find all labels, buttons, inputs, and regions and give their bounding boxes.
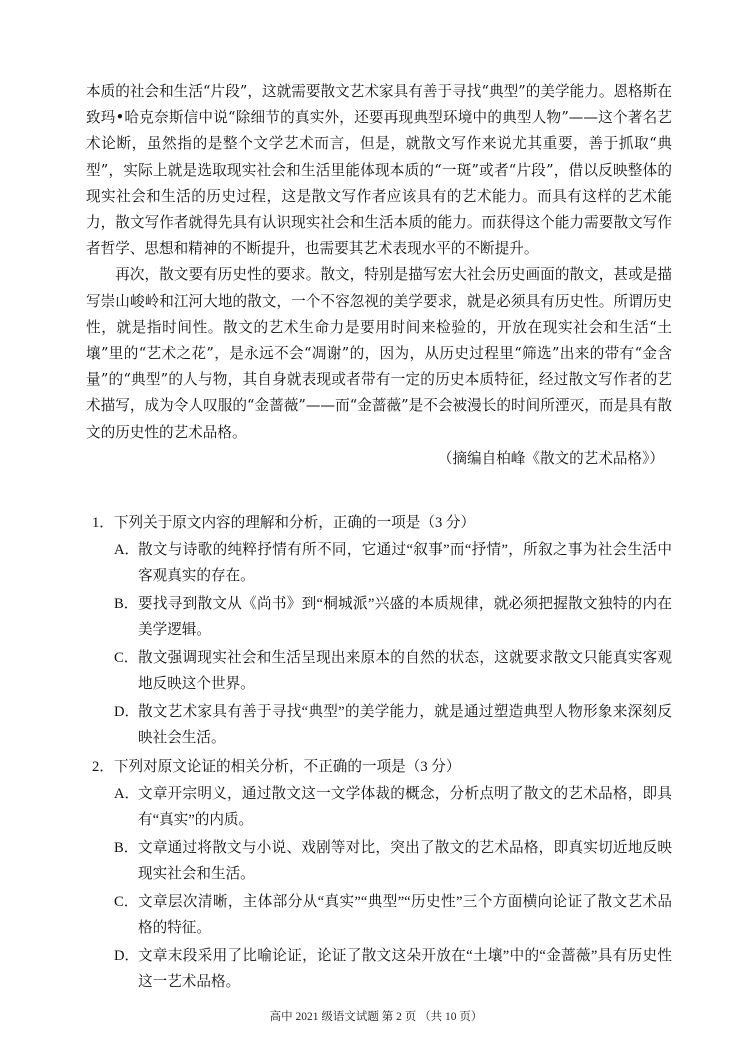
option-text: 文章末段采用了比喻论证，论证了散文这朵开放在“土壤”中的“金蔷薇”具有历史性这一艺术品格。 bbox=[138, 947, 672, 990]
passage-paragraph-1: 本质的社会和生活“片段”，这就需要散文艺术家具有善于寻找“典型”的美学能力。恩格斯在致玛•哈克奈斯信中说“除细节的真实外，还要再现典型环境中的典型人物”——这个著名艺术论断，虽然指的是整个文学艺术而言，但是，就散文写作来说尤其重要，善于抓取“典型”，实际上就是选取现实社会和生活里能体现本质的“一斑”或者“片段”，借以反映整体的现实社会和生活的历史过程，这是散文写作者应该具有的艺术能力。而具有这样的艺术能力，散文写作者就得先具有认识现实社会和生活本质的能力。而获得这个能力需要散文写作者哲学、思想和精神的不断提升，也需要其艺术表现水平的不断提升。 bbox=[86, 83, 672, 258]
reading-passage bbox=[86, 79, 672, 472]
passage-source: （摘编自柏峰《散文的艺术品格》） bbox=[437, 449, 664, 467]
option-b bbox=[114, 591, 672, 644]
option-text: 文章通过将散文与小说、戏剧等对比，突出了散文的艺术品格，即真实切近地反映现实社会和生活。 bbox=[138, 839, 672, 882]
option-text: 文章层次清晰，主体部分从“真实”“典型”“历史性”三个方面横向论证了散文艺术品格的特征。 bbox=[138, 893, 672, 936]
question-2 bbox=[92, 754, 672, 997]
question-1 bbox=[92, 510, 672, 753]
option-text: 散文强调现实社会和生活呈现出来原本的自然的状态，这就要求散文只能真实客观地反映这个世界。 bbox=[138, 649, 672, 692]
option-letter: A． bbox=[114, 785, 140, 802]
option-d bbox=[114, 943, 672, 996]
option-text: 要找寻到散文从《尚书》到“桐城派”兴盛的本质规律，就必须把握散文独特的内在美学逻辑。 bbox=[138, 595, 672, 638]
option-c bbox=[114, 889, 672, 942]
option-letter: C． bbox=[114, 893, 139, 910]
option-text: 文章开宗明义，通过散文这一文学体裁的概念，分析点明了散文的艺术品格，即具有“真实”的内质。 bbox=[138, 785, 672, 828]
question-stem: 2．下列对原文论证的相关分析，不正确的一项是（3 分） bbox=[92, 759, 461, 775]
option-b bbox=[114, 835, 672, 888]
option-text: 散文艺术家具有善于寻找“典型”的美学能力，就是通过塑造典型人物形象来深刻反映社会生活。 bbox=[138, 703, 672, 746]
option-letter: D． bbox=[114, 947, 140, 964]
option-letter: B． bbox=[114, 839, 139, 856]
passage-paragraph-2: 再次，散文要有历史性的要求。散文，特别是描写宏大社会历史画面的散文，甚或是描写崇山峻岭和江河大地的散文，一个不容忽视的美学要求，就是必须具有历史性。所谓历史性，就是指时间性。散文的艺术生命力是要用时间来检验的，开放在现实社会和生活“土壤”里的“艺术之花”，是永远不会“凋谢”的，因为，从历史过程里“筛选”出来的带有“金含量”的“典型”的人与物，其自身就表现或者带有一定的历史本质特征，经过散文写作者的艺术描写，成为令人叹服的“金蔷薇”——而“金蔷薇”是不会被漫长的时间所湮灭，而是具有散文的历史性的艺术品格。 bbox=[86, 266, 672, 441]
question-stem: 1．下列关于原文内容的理解和分析，正确的一项是（3 分） bbox=[92, 515, 476, 531]
option-letter: D． bbox=[114, 703, 140, 720]
option-letter: C． bbox=[114, 649, 139, 666]
option-c bbox=[114, 645, 672, 698]
option-a bbox=[114, 781, 672, 834]
option-letter: A． bbox=[114, 541, 140, 558]
option-d bbox=[114, 699, 672, 752]
option-text: 散文与诗歌的纯粹抒情有所不同，它通过“叙事”而“抒情”，所叙之事为社会生活中客观真实的存在。 bbox=[138, 541, 672, 584]
page-footer: 高中 2021 级语文试题 第 2 页 （共 10 页） bbox=[269, 1011, 483, 1023]
option-letter: B． bbox=[114, 595, 139, 612]
option-a bbox=[114, 537, 672, 590]
